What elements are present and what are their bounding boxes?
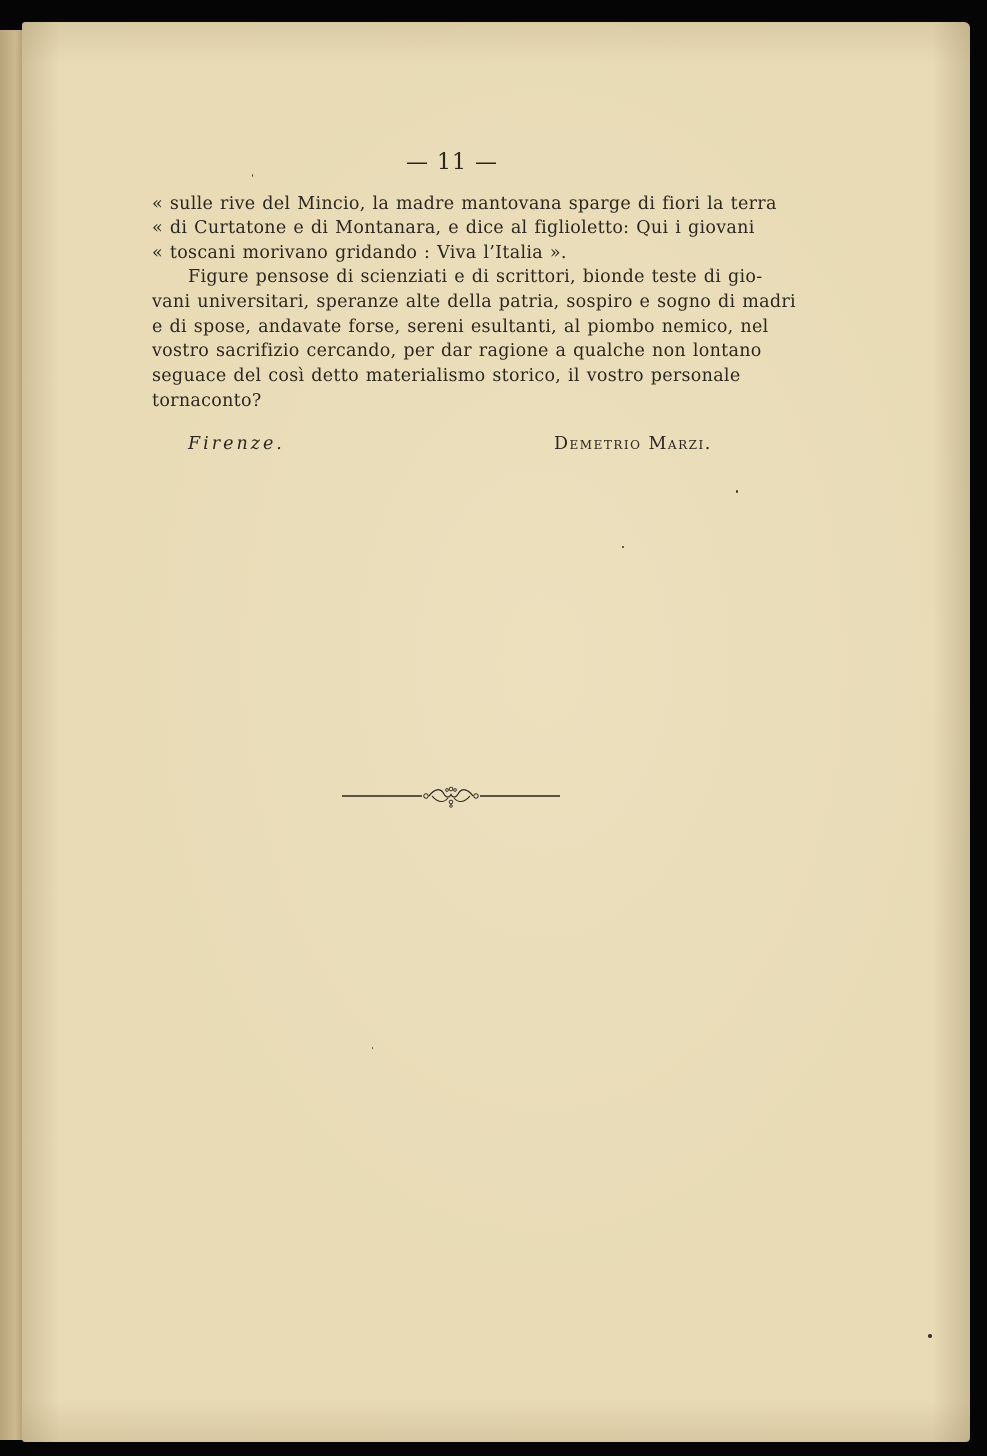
paper-speck — [372, 1047, 373, 1049]
place-name: Firenze. — [188, 434, 285, 454]
decorative-divider-icon — [340, 784, 562, 808]
paper-speck — [736, 490, 738, 493]
paragraph-line: tornaconto? — [152, 391, 262, 411]
paragraph-line: Figure pensose di scienziati e di scrittori, bionde teste di gio- — [188, 267, 763, 287]
paper-speck — [622, 546, 624, 548]
text-line: « toscani morivano gridando : Viva l’Italia ». — [152, 243, 567, 263]
paragraph-line: vostro sacrifizio cercando, per dar ragione a qualche non lontano — [152, 341, 762, 361]
paragraph-line: vani universitari, speranze alte della patria, sospiro e sogno di madri — [152, 292, 796, 312]
paper-speck — [928, 1334, 932, 1338]
text-line: « di Curtatone e di Montanara, e dice al figlioletto: Qui i giovani — [152, 218, 755, 238]
paragraph-line: e di spose, andavate forse, sereni esultanti, al piombo nemico, nel — [152, 317, 769, 337]
paragraph-line: seguace del così detto materialismo storico, il vostro personale — [152, 366, 741, 386]
document-page — [22, 22, 970, 1442]
text-line: « sulle rive del Mincio, la madre mantovana sparge di fiori la terra — [152, 194, 777, 214]
author-signature: Demetrio Marzi. — [554, 434, 712, 454]
paper-speck — [252, 174, 253, 177]
page-number: — 11 — — [406, 150, 498, 175]
